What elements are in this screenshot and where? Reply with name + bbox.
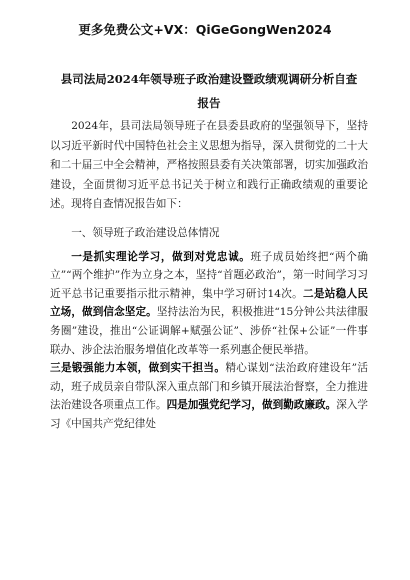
point-3-text: 精心谋划“法治政府建设年”活动，班子成员亲自带队深入重点部门和乡镇开展法治督察，全力推进法治建设各项重点工作。 — [50, 362, 368, 412]
section-heading-1: 一、领导班子政治建设总体情况 — [71, 226, 220, 239]
title-line-1: 县司法局2024年领导班子政治建设暨政绩观调研分析自查 — [60, 72, 358, 86]
document-title — [50, 67, 368, 115]
body-paragraph-1 — [50, 248, 368, 360]
point-4-text: 深入学习《中国共产党纪律处 — [50, 399, 369, 430]
intro-paragraph: 2024年，县司法局领导班子在县委县政府的坚强领导下，坚持以习近平新时代中国特色社会主义思想为指导，深入贯彻党的二十大和二十届三中全会精神，严格按照县委有关决策部署，切实加强政治建设，全面贯彻习近平总书记关于树立和践行正确政绩观的重要论述。现将自查情况报告如下： — [50, 120, 368, 211]
point-2-text: 坚持法治为民，积极推进“15分钟公共法律服务圈”建设，推出“公证调解+赋强公证”、涉侨“社保+公证”一件事联办、涉企法治服务增值化改革等一系列惠企便民举措。 — [50, 306, 368, 356]
document-body — [50, 117, 368, 434]
point-1-text: 班子成员始终把“两个确立”“两个维护”作为立身之本，坚持“首题必政治”，第一时间学习习近平总书记重要指示批示精神，集中学习研讨14次。 — [50, 250, 369, 300]
promo-banner: 更多免费公文+VX：QiGeGongWen2024 — [78, 22, 332, 37]
point-3-heading: 三是锻强能力本领，做到实干担当。 — [50, 362, 226, 375]
point-1-heading: 一是抓实理论学习，做到对党忠诚。 — [71, 250, 251, 263]
point-4-heading: 四是加强党纪学习，做到勤政廉政。 — [166, 399, 337, 412]
body-paragraph-2 — [50, 359, 368, 433]
point-2-heading: 二是站稳人民立场，做到信念坚定。 — [50, 287, 369, 319]
title-line-2: 报告 — [197, 96, 221, 110]
